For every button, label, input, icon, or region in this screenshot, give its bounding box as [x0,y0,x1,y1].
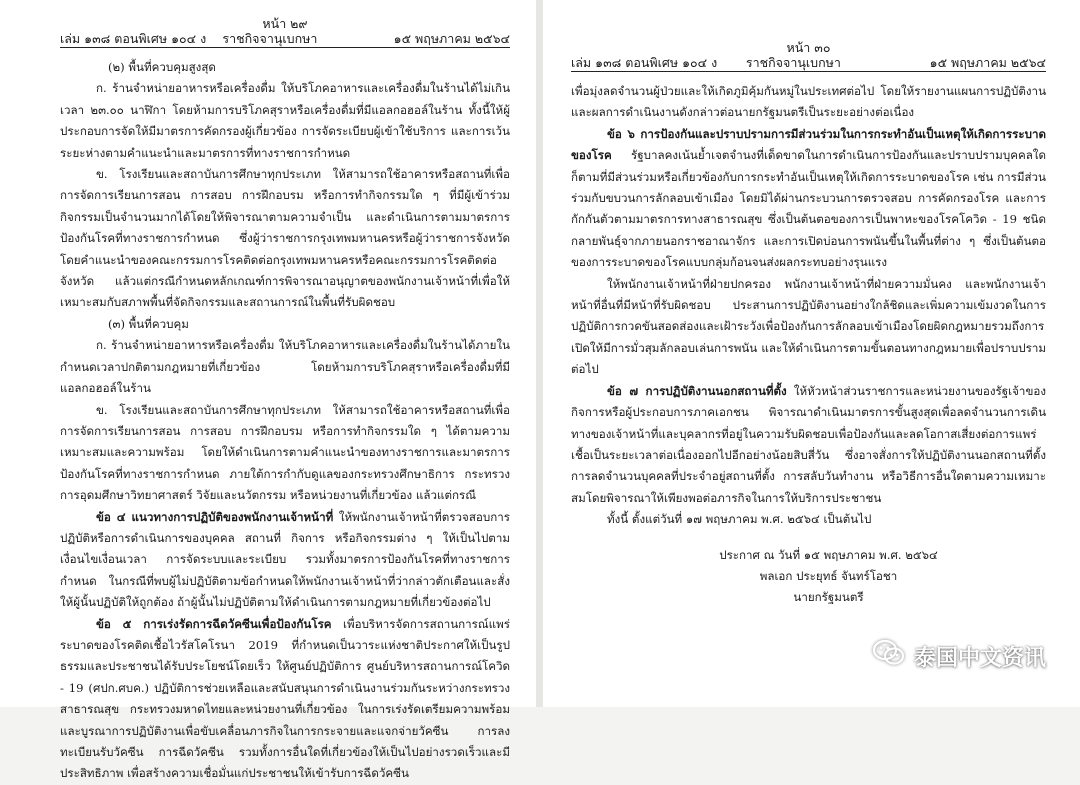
paragraph [60,314,510,335]
running-header [60,31,510,48]
paragraph [60,78,510,164]
header-volume: เล่ม ๑๓๘ ตอนพิเศษ ๑๐๔ ง [571,55,718,70]
paragraph-text: เพื่อมุ่งลดจำนวนผู้ป่วยและให้เกิดภูมิคุ้มกันหมู่ในประเทศต่อไป โดยให้รายงานแผนการปฏิบัติงานและผลการดำเนินงานดังกล่าวต่อนายกรัฐมนตรีเป็นระยะอย่างต่อเนื่อง [571,84,1046,120]
page-body [571,81,1046,531]
header-date: ๑๕ พฤษภาคม ๒๕๖๔ [929,55,1046,70]
signatory-title: นายกรัฐมนตรี [793,590,864,605]
paragraph-text: (๓) พื้นที่ควบคุม [108,316,189,331]
paragraph [571,509,1046,530]
paragraph-text: เพื่อบริหารจัดการสถานการณ์แพร่ระบาดของโรคติดเชื้อไวรัสโคโรนา 2019 ที่กำหนดเป็นวาระแห่งชาติประกาศให้เป็นรูปธรรมและประชาชนได้รับประโยชน์โดยเร็ว ให้ศูนย์ปฏิบัติการ ศูนย์บริหารสถานการณ์โควิด - 19 (ศปก.ศบค.) ปฏิบัติการช่วยเหลือและสนับสนุนการดำเนินงานร่วมกันระหว่างกระทรวงสาธารณสุข กระทรวงมหาดไทยและหน่วยงานที่เกี่ยวข้อง ในการเร่งรัดเตรียมความพร้อมและบูรณาการปฏิบัติงานเพื่อขับเคลื่อนภารกิจในการกระจายและแจกจ่ายวัคซีน การลงทะเบียนรับวัคซีน การฉีดวัคซีน รวมทั้งการอื่นใดที่เกี่ยวข้องให้เป็นไปอย่างรวดเร็วและมีประสิทธิภาพ เพื่อสร้างความเชื่อมั่นแก่ประชาชนให้เข้ารับการฉีดวัคซีน [60,616,510,781]
paragraph-text: รัฐบาลคงเน้นย้ำเจตจำนงที่เด็ดขาดในการดำเนินการป้องกันและปราบปรามบุคคลใดก็ตามที่มีส่วนร่วมหรือเกี่ยวข้องกับการกระทำอันเป็นเหตุให้เกิดการระบาดของโรค เช่น การมีส่วนร่วมกับขบวนการลักลอบเข้าเมือง โดยมิได้ผ่านกระบวนการตรวจสอบ การคัดกรองโรค และการกักกันตัวตามมาตรการทางสาธารณสุข ซึ่งเป็นต้นตอของการเป็นพาหะของโรคโควิด - 19 ชนิดกลายพันธุ์จากภายนอกราชอาณาจักร และการเปิดบ่อนการพนันขึ้นในพื้นที่ต่าง ๆ ซึ่งเป็นต้นตอของการระบาดของโรคแบบกลุ่มก้อนจนส่งผลกระทบอย่างรุนแรง [571,148,1046,270]
watermark [872,639,1046,673]
paragraph [571,124,1046,274]
running-header [571,55,1046,72]
signature-block [611,545,1046,609]
paragraph-text: ให้หัวหน้าส่วนราชการและหน่วยงานของรัฐเจ้าของกิจการหรือผู้ประกอบการภาคเอกชน พิจารณาดำเนินมาตรการขั้นสูงสุดเพื่อลดจำนวนการเดินทางของเจ้าหน้าที่และบุคลากรที่อยู่ในความรับผิดชอบเพื่อป้องกันและลดโอกาสเสี่ยงต่อการแพร่เชื้อเป็นระยะเวลาต่อเนื่องออกไปอีกอย่างน้อยสิบสี่วัน ซึ่งอาจสั่งการให้ปฏิบัติงานนอกสถานที่ตั้งการลดจำนวนบุคคลที่ประจำอยู่สถานที่ตั้ง การสลับวันทำงาน หรือวิธีการอื่นใดตามความเหมาะสมโดยพิจารณาให้เพียงพอต่อภารกิจในการให้บริการประชาชน [571,383,1046,505]
gazette-page-left [0,0,536,781]
paragraph-text: ให้พนักงานเจ้าหน้าที่ตรวจสอบการปฏิบัติหรือการดำเนินการของบุคคล สถานที่ กิจการ หรือกิจกรรมต่าง ๆ ให้เป็นไปตามเงื่อนไขเงื่อนเวลา การจัดระบบและระเบียบ รวมทั้งมาตรการป้องกันโรคที่ทางราชการกำหนด ในกรณีที่พบผู้ไม่ปฏิบัติตามข้อกำหนดให้พนักงานเจ้าหน้าที่ว่ากล่าวตักเตือนและสั่งให้ผู้นั้นปฏิบัติให้ถูกต้อง ถ้าผู้นั้นไม่ปฏิบัติตามให้ดำเนินการตามกฎหมายที่เกี่ยวข้องต่อไป [60,509,511,610]
paragraph [571,81,1046,124]
page-number: หน้า ๒๙ [262,16,308,31]
clause-heading: ข้อ ๗ การปฏิบัติงานนอกสถานที่ตั้ง [607,383,787,398]
paragraph-text: ก. ร้านจำหน่ายอาหารหรือเครื่องดื่ม ให้บริโภคอาหารและเครื่องดื่มในร้านได้ไม่เกินเวลา ๒๓.๐๐ นาฬิกา โดยห้ามการบริโภคสุราหรือเครื่องดื่มที่มีแอลกอฮอล์ในร้าน ทั้งนี้ให้ผู้ประกอบการจัดให้มีมาตรการคัดกรองผู้เกี่ยวข้อง การจัดระเบียบผู้เข้าใช้บริการ และการเว้นระยะห่างตามคำแนะนำและมาตรการที่ทางราชการกำหนด [60,81,510,160]
paragraph [60,614,510,785]
watermark-text: 泰国中文资讯 [913,645,1046,671]
clause-heading: ข้อ ๔ แนวทางการปฏิบัติของพนักงานเจ้าหน้าที่ [96,509,334,524]
clause-heading: ข้อ ๖ การป้องกันและปราบปรามการมีส่วนร่วมในการกระทำอันเป็นเหตุให้เกิดการระบาดของโรค [571,126,1046,163]
header-gazette-title: ราชกิจจานุเบกษา [222,31,318,46]
paragraph [571,274,1046,381]
clause-heading: ข้อ ๕ การเร่งรัดการฉีดวัคซีนเพื่อป้องกันโรค [96,616,332,631]
paragraph [60,400,510,507]
paragraph-text: ก. ร้านจำหน่ายอาหารหรือเครื่องดื่ม ให้บริโภคอาหารและเครื่องดื่มในร้านได้ภายในกำหนดเวลาปกติตามกฎหมายที่เกี่ยวข้อง โดยห้ามการบริโภคสุราหรือเครื่องดื่มที่มีแอลกอฮอล์ในร้าน [60,338,510,396]
signatory-name: พลเอก ประยุทธ์ จันทร์โอชา [759,568,898,583]
paragraph [571,381,1046,509]
paragraph-text: (๒) พื้นที่ควบคุมสูงสุด [108,60,216,74]
page-divider [536,0,543,707]
paragraph [60,507,510,614]
paragraph-text: ข. โรงเรียนและสถาบันการศึกษาทุกประเภท ให้สามารถใช้อาคารหรือสถานที่เพื่อการจัดการเรียนการสอน การสอบ การฝึกอบรม หรือการทำกิจกรรมใด ๆ ได้ตามความเหมาะสมและความพร้อม โดยให้ดำเนินการตามคำแนะนำของทางราชการและมาตรการป้องกันโรคที่ทางราชการกำหนด ภายใต้การกำกับดูแลของกระทรวงศึกษาธิการ กระทรวงการอุดมศึกษาวิทยาศาสตร์ วิจัยและนวัตกรรม หรือหน่วยงานที่เกี่ยวข้อง แล้วแต่กรณี [60,402,510,503]
paragraph-text: ข. โรงเรียนและสถาบันการศึกษาทุกประเภท ให้สามารถใช้อาคารหรือสถานที่เพื่อการจัดการเรียนการสอน การสอบ การฝึกอบรม หรือการทำกิจกรรมใด ๆ ที่มีผู้เข้าร่วมกิจกรรมเป็นจำนวนมากได้โดยให้พิจารณาตามความจำเป็น และดำเนินการตามมาตรการป้องกันโรคที่ทางราชการกำหนด ซึ่งผู้ว่าราชการกรุงเทพมหานครหรือผู้ว่าราชการจังหวัด โดยคำแนะนำของคณะกรรมการโรคติดต่อกรุงเทพมหานครหรือคณะกรรมการโรคติดต่อจังหวัด แล้วแต่กรณีกำหนดหลักเกณฑ์การพิจารณาอนุญาตของพนักงานเจ้าหน้าที่เพื่อให้เหมาะสมกับสภาพพื้นที่จัดกิจกรรมและสถานการณ์ในพื้นที่รับผิดชอบ [60,167,510,310]
announcement-date: ประกาศ ณ วันที่ ๑๕ พฤษภาคม พ.ศ. ๒๕๖๔ [719,547,938,562]
header-gazette-title: ราชกิจจานุเบกษา [745,55,841,70]
paragraph-text: ให้พนักงานเจ้าหน้าที่ฝ่ายปกครอง พนักงานเจ้าหน้าที่ฝ่ายความมั่นคง และพนักงานเจ้าหน้าที่อื่นที่มีหน้าที่รับผิดชอบ ประสานการปฏิบัติงานอย่างใกล้ชิดและเพิ่มความเข้มงวดในการปฏิบัติการกวดขันสอดส่องและเฝ้าระวังเพื่อป้องกันการลักลอบเข้าเมืองโดยผิดกฎหมายรวมถึงการเปิดให้มีการมั่วสุมลักลอบเล่นการพนัน และให้ดำเนินการตามขั้นตอนทางกฎหมายเพื่อปราบปรามต่อไป [571,276,1046,377]
header-volume: เล่ม ๑๓๘ ตอนพิเศษ ๑๐๔ ง [60,31,207,46]
page-body [60,57,510,785]
paragraph [60,57,510,78]
paragraph [60,335,510,399]
wechat-icon [872,639,906,673]
header-date: ๑๕ พฤษภาคม ๒๕๖๔ [393,31,510,46]
page-number: หน้า ๓๐ [786,40,831,55]
paragraph [60,164,510,314]
gazette-page-right [543,0,1080,707]
paragraph-text: ทั้งนี้ ตั้งแต่วันที่ ๑๗ พฤษภาคม พ.ศ. ๒๕๖๔ เป็นต้นไป [607,512,872,527]
